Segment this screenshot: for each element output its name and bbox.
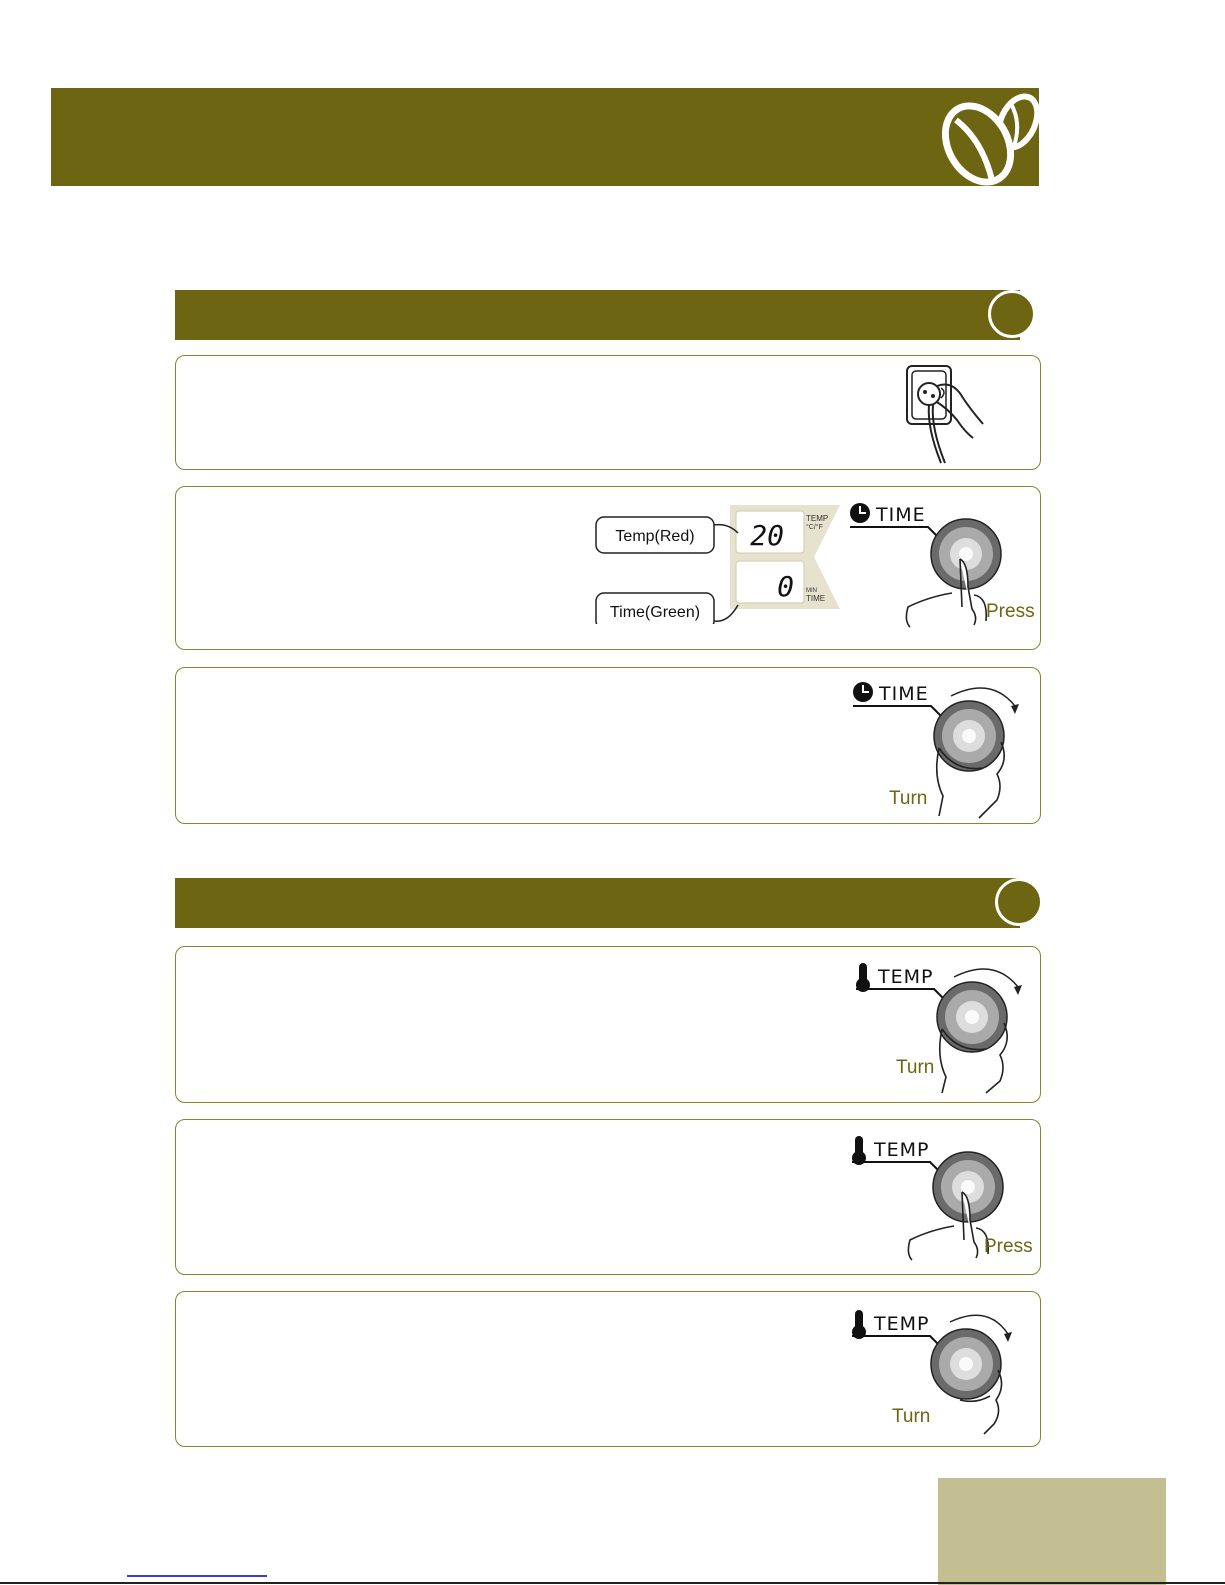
- lcd-temp-unit-bottom: °C/°F: [806, 524, 823, 531]
- step-card-turn-time: [175, 667, 1041, 824]
- header-banner: [51, 88, 1039, 186]
- temp-knob-press-diagram: [850, 1130, 1040, 1275]
- temp-knob-turn-diagram: [854, 957, 1044, 1102]
- turn-label-temp-2: Turn: [892, 1406, 931, 1427]
- step-card-press-temp: [175, 1119, 1041, 1275]
- step-card-turn-temp-2: [175, 1291, 1041, 1447]
- time-knob-label-2: TIME: [879, 683, 929, 705]
- step-card-turn-temp-1: [175, 946, 1041, 1103]
- section-number-badge-1: [988, 290, 1036, 338]
- step-card-display: [175, 486, 1041, 650]
- temp-knob-label-2: TEMP: [874, 1139, 930, 1161]
- lcd-time-unit-top: MIN: [806, 588, 817, 594]
- press-label-temp: Press: [984, 1236, 1033, 1257]
- temp-callout-label: Temp(Red): [615, 528, 695, 545]
- power-plug-icon: [881, 358, 991, 468]
- lcd-time-unit-bottom: TIME: [806, 594, 826, 603]
- lcd-time-value: 0: [777, 570, 794, 603]
- temp-knob-turn-diagram-2: [850, 1304, 1040, 1444]
- time-knob-label: TIME: [876, 504, 926, 526]
- section-bar-1: [175, 290, 1020, 340]
- section-number-badge-2: [995, 878, 1043, 926]
- footer-rule: [0, 1582, 1225, 1584]
- temp-knob-label-3: TEMP: [874, 1313, 930, 1335]
- coffee-beans-icon: [930, 88, 1045, 193]
- time-callout-label: Time(Green): [609, 604, 701, 621]
- step-card-plug-in: [175, 355, 1041, 470]
- temp-knob-label-1: TEMP: [878, 966, 934, 988]
- section-bar-2: [175, 878, 1020, 928]
- press-label-time: Press: [986, 601, 1035, 622]
- time-knob-press-diagram: [848, 497, 1038, 647]
- turn-label-temp-1: Turn: [896, 1057, 935, 1078]
- lcd-display-diagram: [594, 499, 844, 624]
- turn-label-time: Turn: [889, 788, 928, 809]
- page-tab: [938, 1478, 1166, 1585]
- lcd-temp-unit-top: TEMP: [806, 514, 829, 523]
- lcd-temp-value: 20: [750, 519, 784, 552]
- time-knob-turn-diagram: [851, 676, 1041, 821]
- footer-link[interactable]: [127, 1575, 267, 1577]
